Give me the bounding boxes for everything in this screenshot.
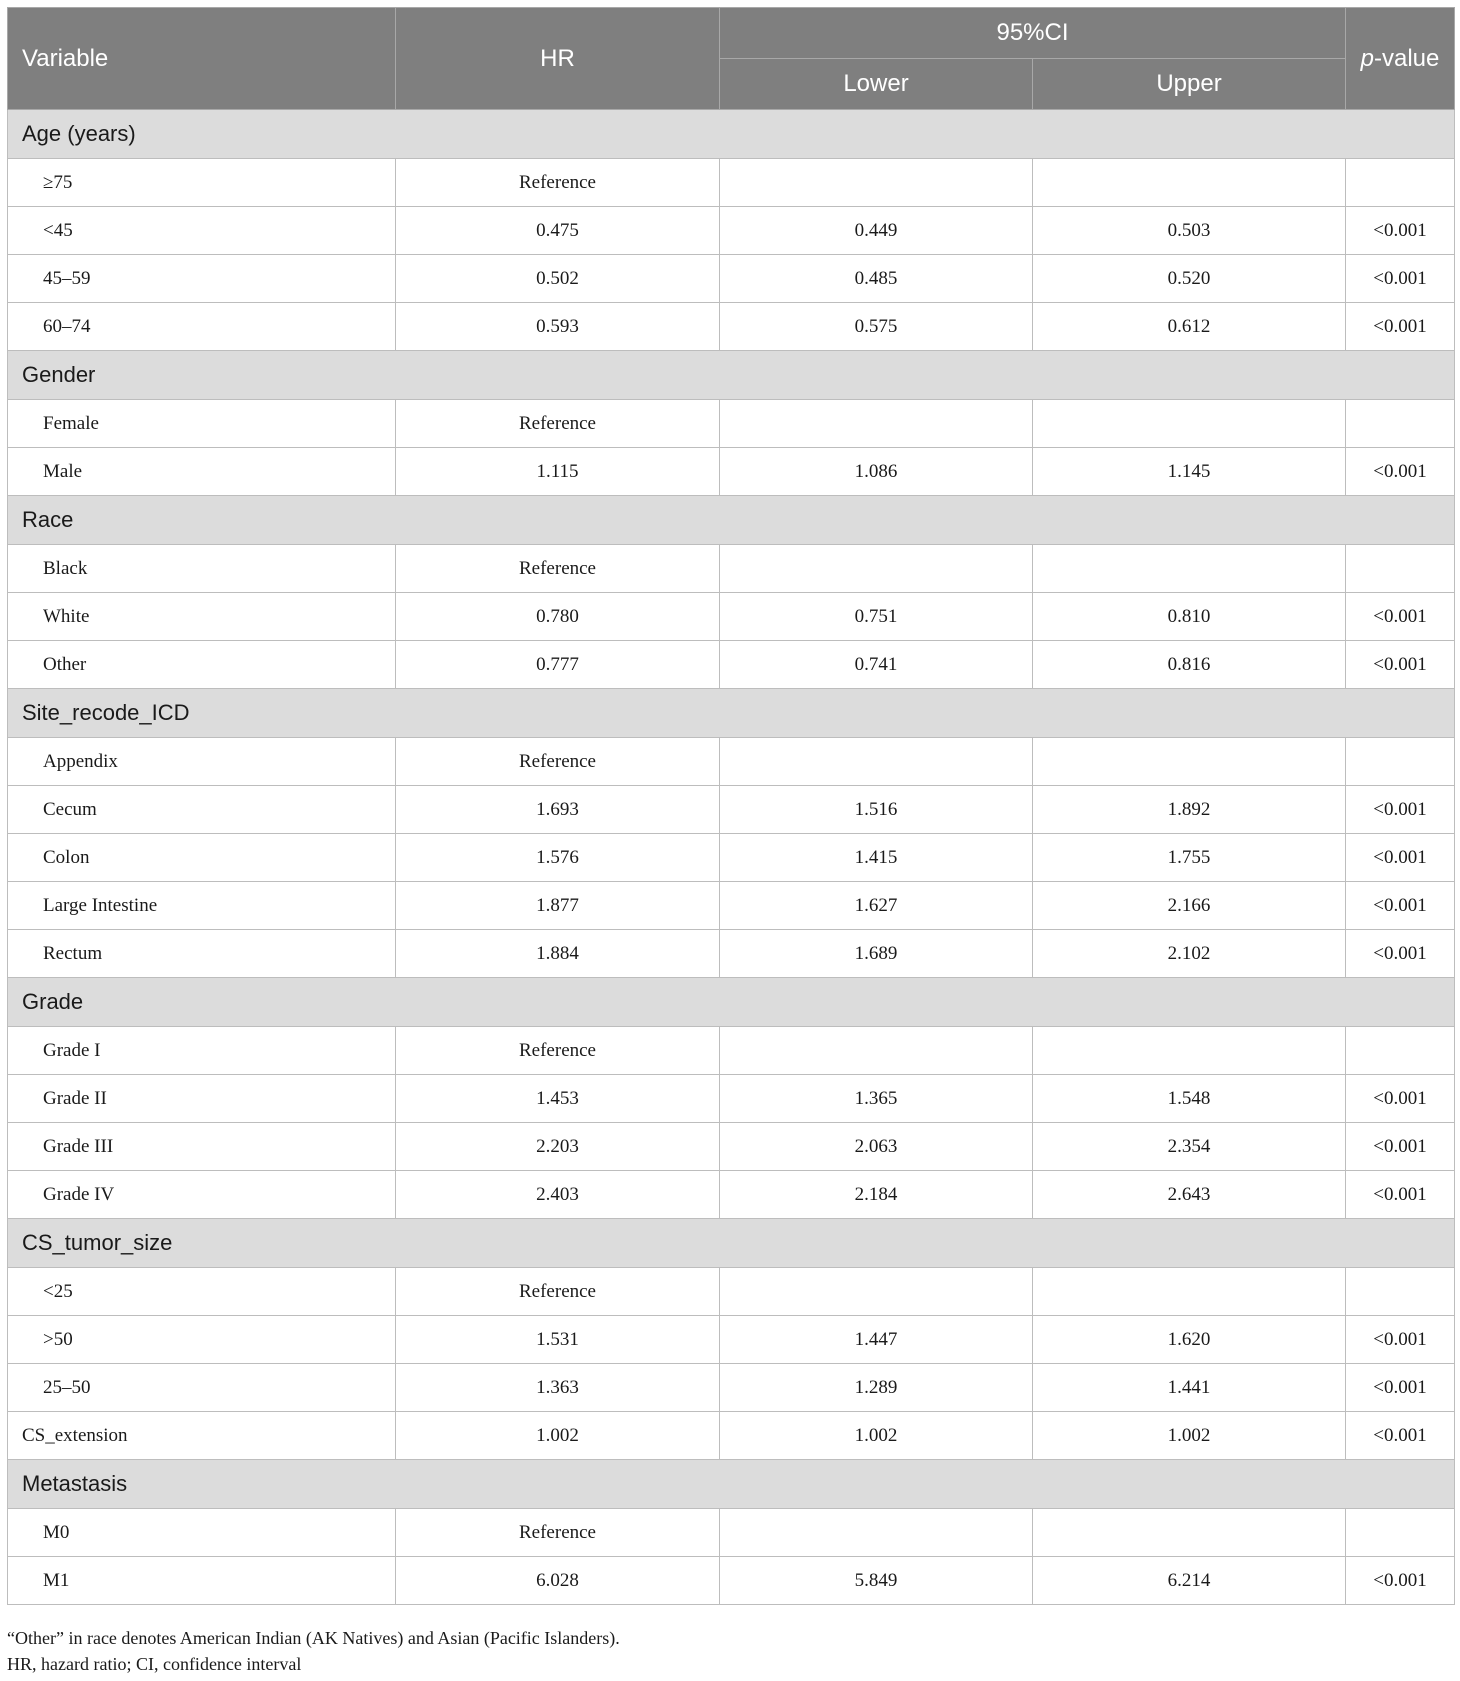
row-ci-upper: 2.166 [1033, 882, 1346, 930]
row-label: Grade IV [8, 1171, 396, 1219]
row-label: Female [8, 400, 396, 448]
row-ci-lower: 0.575 [720, 303, 1033, 351]
header-variable: Variable [8, 8, 396, 110]
row-p-value: <0.001 [1346, 1364, 1455, 1412]
results-table-container [7, 7, 1454, 1605]
row-p-value: <0.001 [1346, 882, 1455, 930]
row-p-value: <0.001 [1346, 786, 1455, 834]
row-ci-lower [720, 738, 1033, 786]
group-label: Grade [8, 978, 1455, 1027]
row-p-value: <0.001 [1346, 255, 1455, 303]
row-p-value: <0.001 [1346, 930, 1455, 978]
row-p-value: <0.001 [1346, 1557, 1455, 1605]
row-ci-upper: 0.503 [1033, 207, 1346, 255]
row-ci-lower [720, 1027, 1033, 1075]
table-body [8, 110, 1455, 1605]
row-ci-upper: 0.810 [1033, 593, 1346, 641]
table-row [8, 545, 1455, 593]
header-p-rest: -value [1374, 44, 1440, 72]
table-row [8, 1171, 1455, 1219]
row-hr: 1.576 [396, 834, 720, 882]
row-ci-upper: 2.643 [1033, 1171, 1346, 1219]
row-ci-lower: 1.365 [720, 1075, 1033, 1123]
row-hr: Reference [396, 1509, 720, 1557]
header-upper: Upper [1033, 59, 1346, 110]
row-ci-lower: 1.086 [720, 448, 1033, 496]
group-header-row [8, 978, 1455, 1027]
row-label: 25–50 [8, 1364, 396, 1412]
row-ci-upper [1033, 738, 1346, 786]
row-label: Grade I [8, 1027, 396, 1075]
row-ci-lower: 1.415 [720, 834, 1033, 882]
row-ci-lower: 1.627 [720, 882, 1033, 930]
row-ci-upper [1033, 1027, 1346, 1075]
row-label: 60–74 [8, 303, 396, 351]
row-ci-upper [1033, 545, 1346, 593]
row-ci-upper: 1.145 [1033, 448, 1346, 496]
footnote-abbreviations: HR, hazard ratio; CI, confidence interval [7, 1654, 302, 1674]
header-lower: Lower [720, 59, 1033, 110]
row-ci-lower: 0.485 [720, 255, 1033, 303]
header-hr: HR [396, 8, 720, 110]
row-p-value: <0.001 [1346, 1412, 1455, 1460]
row-ci-lower: 0.741 [720, 641, 1033, 689]
row-label: M1 [8, 1557, 396, 1605]
row-hr: 1.877 [396, 882, 720, 930]
row-ci-upper: 1.755 [1033, 834, 1346, 882]
row-ci-upper [1033, 400, 1346, 448]
row-ci-lower: 5.849 [720, 1557, 1033, 1605]
row-label: White [8, 593, 396, 641]
row-ci-lower: 1.289 [720, 1364, 1033, 1412]
row-p-value: <0.001 [1346, 834, 1455, 882]
row-hr: 1.363 [396, 1364, 720, 1412]
row-hr: 2.203 [396, 1123, 720, 1171]
group-header-row [8, 351, 1455, 400]
row-label: CS_extension [8, 1412, 396, 1460]
group-header-row [8, 496, 1455, 545]
group-label: Age (years) [8, 110, 1455, 159]
row-label: Black [8, 545, 396, 593]
row-p-value [1346, 1268, 1455, 1316]
row-hr: 1.115 [396, 448, 720, 496]
row-ci-upper [1033, 1268, 1346, 1316]
table-row [8, 1075, 1455, 1123]
row-ci-lower [720, 1509, 1033, 1557]
table-row [8, 448, 1455, 496]
row-ci-lower: 1.002 [720, 1412, 1033, 1460]
header-p-italic: p [1360, 44, 1374, 72]
row-hr: Reference [396, 545, 720, 593]
row-ci-upper: 1.620 [1033, 1316, 1346, 1364]
table-row [8, 1268, 1455, 1316]
group-header-row [8, 110, 1455, 159]
row-ci-lower [720, 545, 1033, 593]
group-label: Metastasis [8, 1460, 1455, 1509]
table-row [8, 1123, 1455, 1171]
row-hr: 0.475 [396, 207, 720, 255]
row-p-value: <0.001 [1346, 1171, 1455, 1219]
table-footnotes [7, 1625, 620, 1677]
row-p-value: <0.001 [1346, 1075, 1455, 1123]
row-p-value [1346, 738, 1455, 786]
row-ci-upper: 6.214 [1033, 1557, 1346, 1605]
row-ci-upper: 1.892 [1033, 786, 1346, 834]
row-hr: 1.531 [396, 1316, 720, 1364]
table-row [8, 1509, 1455, 1557]
table-row [8, 641, 1455, 689]
row-ci-upper: 1.441 [1033, 1364, 1346, 1412]
row-ci-lower: 2.063 [720, 1123, 1033, 1171]
header-ci: 95%CI [720, 8, 1346, 59]
row-label: <25 [8, 1268, 396, 1316]
row-label: >50 [8, 1316, 396, 1364]
row-hr: 2.403 [396, 1171, 720, 1219]
row-hr: Reference [396, 1027, 720, 1075]
row-p-value [1346, 1509, 1455, 1557]
row-hr: Reference [396, 1268, 720, 1316]
table-row [8, 1316, 1455, 1364]
row-ci-lower: 1.516 [720, 786, 1033, 834]
row-label: Appendix [8, 738, 396, 786]
group-header-row [8, 1460, 1455, 1509]
row-label: M0 [8, 1509, 396, 1557]
row-hr: 0.780 [396, 593, 720, 641]
row-label: ≥75 [8, 159, 396, 207]
row-ci-lower: 2.184 [720, 1171, 1033, 1219]
row-p-value: <0.001 [1346, 448, 1455, 496]
row-label: 45–59 [8, 255, 396, 303]
row-hr: 1.884 [396, 930, 720, 978]
row-label: Grade III [8, 1123, 396, 1171]
group-header-row [8, 689, 1455, 738]
row-label: Male [8, 448, 396, 496]
row-p-value: <0.001 [1346, 303, 1455, 351]
row-p-value: <0.001 [1346, 1316, 1455, 1364]
table-row [8, 593, 1455, 641]
group-label: Gender [8, 351, 1455, 400]
row-hr: 0.777 [396, 641, 720, 689]
row-ci-lower [720, 159, 1033, 207]
row-ci-upper: 1.548 [1033, 1075, 1346, 1123]
row-p-value [1346, 400, 1455, 448]
row-ci-upper [1033, 1509, 1346, 1557]
table-row [8, 930, 1455, 978]
row-ci-upper [1033, 159, 1346, 207]
row-p-value [1346, 545, 1455, 593]
row-ci-lower: 0.449 [720, 207, 1033, 255]
row-label: Rectum [8, 930, 396, 978]
row-ci-lower: 1.689 [720, 930, 1033, 978]
footnote-race: “Other” in race denotes American Indian (AK Natives) and Asian (Pacific Islanders). [7, 1628, 620, 1648]
table-row [8, 207, 1455, 255]
row-ci-lower: 0.751 [720, 593, 1033, 641]
row-label: Other [8, 641, 396, 689]
table-row [8, 1027, 1455, 1075]
row-p-value: <0.001 [1346, 207, 1455, 255]
row-p-value: <0.001 [1346, 1123, 1455, 1171]
table-row [8, 1364, 1455, 1412]
row-ci-upper: 0.816 [1033, 641, 1346, 689]
table-row [8, 303, 1455, 351]
row-ci-lower [720, 400, 1033, 448]
table-row [8, 738, 1455, 786]
header-p-value [1346, 8, 1455, 110]
table-row [8, 1412, 1455, 1460]
row-label: Colon [8, 834, 396, 882]
row-hr: 1.693 [396, 786, 720, 834]
row-label: Grade II [8, 1075, 396, 1123]
row-hr: Reference [396, 738, 720, 786]
row-hr: 6.028 [396, 1557, 720, 1605]
table-row [8, 159, 1455, 207]
row-ci-upper: 2.354 [1033, 1123, 1346, 1171]
row-hr: 1.002 [396, 1412, 720, 1460]
row-p-value [1346, 159, 1455, 207]
row-ci-upper: 0.612 [1033, 303, 1346, 351]
table-row [8, 255, 1455, 303]
row-ci-upper: 0.520 [1033, 255, 1346, 303]
row-ci-lower: 1.447 [720, 1316, 1033, 1364]
group-label: Site_recode_ICD [8, 689, 1455, 738]
row-hr: 0.593 [396, 303, 720, 351]
group-label: CS_tumor_size [8, 1219, 1455, 1268]
table-row [8, 834, 1455, 882]
row-ci-upper: 2.102 [1033, 930, 1346, 978]
row-hr: 1.453 [396, 1075, 720, 1123]
table-row [8, 882, 1455, 930]
group-header-row [8, 1219, 1455, 1268]
row-ci-upper: 1.002 [1033, 1412, 1346, 1460]
row-hr: 0.502 [396, 255, 720, 303]
table-row [8, 1557, 1455, 1605]
row-hr: Reference [396, 400, 720, 448]
row-label: <45 [8, 207, 396, 255]
row-p-value: <0.001 [1346, 641, 1455, 689]
row-label: Large Intestine [8, 882, 396, 930]
row-p-value: <0.001 [1346, 593, 1455, 641]
table-row [8, 400, 1455, 448]
row-p-value [1346, 1027, 1455, 1075]
row-label: Cecum [8, 786, 396, 834]
row-hr: Reference [396, 159, 720, 207]
group-label: Race [8, 496, 1455, 545]
hazard-ratio-table [7, 7, 1455, 1605]
row-ci-lower [720, 1268, 1033, 1316]
table-row [8, 786, 1455, 834]
